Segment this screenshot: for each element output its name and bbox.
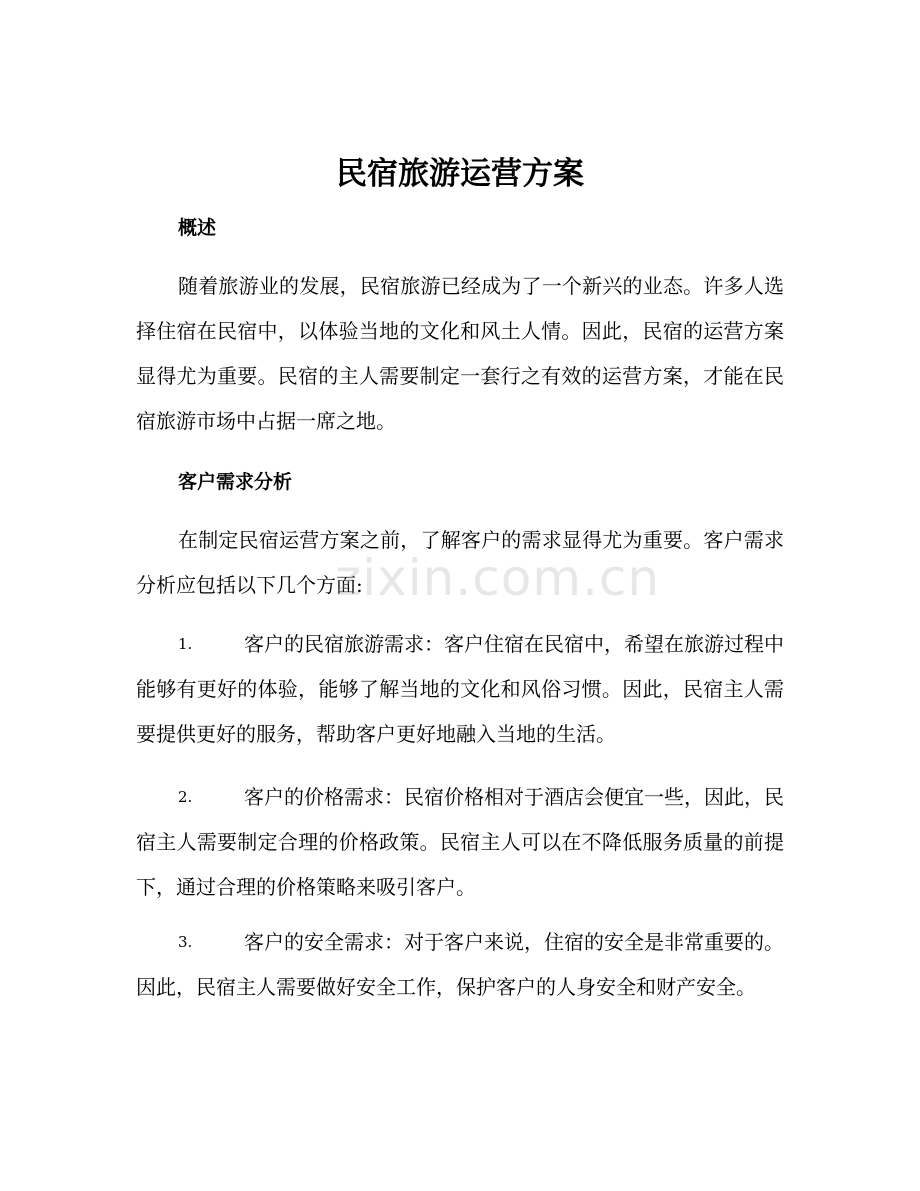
list-item-number: 3. — [178, 933, 193, 951]
list-item-text: 客户的安全需求：对于客户来说，住宿的安全是非常重要的。因此，民宿主人需要做好安全工作，保护客户的人身安全和财产安全。 — [136, 930, 784, 999]
list-item-number: 2. — [178, 788, 193, 806]
list-item-text: 客户的价格需求：民宿价格相对于酒店会便宜一些，因此，民宿主人需要制定合理的价格政策。民宿主人可以在不降低服务质量的前提下，通过合理的价格策略来吸引客户。 — [136, 785, 784, 899]
section-heading-overview: 概述 — [178, 217, 217, 239]
list-item-text: 客户的民宿旅游需求：客户住宿在民宿中，希望在旅游过程中能够有更好的体验，能够了解当地的文化和风俗习惯。因此，民宿主人需要提供更好的服务，帮助客户更好地融入当地的生活。 — [136, 632, 784, 746]
document-title: 民宿旅游运营方案 — [336, 156, 584, 192]
list-item — [136, 775, 784, 910]
section-heading-customer-needs: 客户需求分析 — [178, 471, 293, 493]
list-item — [136, 920, 784, 1010]
list-item — [136, 622, 784, 757]
list-item-number: 1. — [178, 635, 193, 653]
overview-paragraph: 随着旅游业的发展，民宿旅游已经成为了一个新兴的业态。许多人选择住宿在民宿中，以体验当地的文化和风土人情。因此，民宿的运营方案显得尤为重要。民宿的主人需要制定一套行之有效的运营方案，才能在民宿旅游市场中占据一席之地。 — [136, 274, 784, 433]
watermark-text: zixin.com.cn — [335, 549, 661, 607]
customer-needs-intro-paragraph: 在制定民宿运营方案之前，了解客户的需求显得尤为重要。客户需求分析应包括以下几个方面: — [136, 528, 784, 597]
